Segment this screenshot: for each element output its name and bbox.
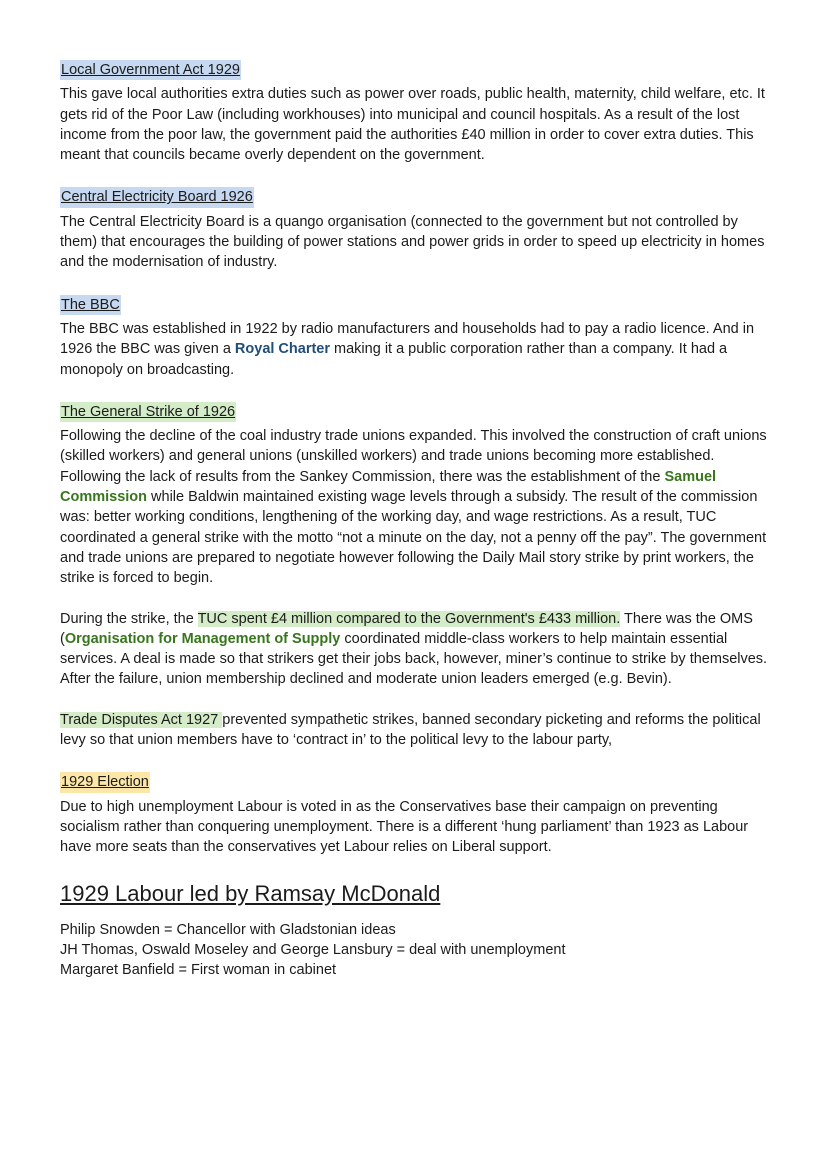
key-term: Royal Charter — [234, 341, 331, 358]
section-body — [60, 710, 772, 751]
section-heading: Central Electricity Board 1926 — [60, 187, 254, 207]
section-general-strike — [60, 402, 772, 750]
body-text: The BBC was established in 1922 by radio manufacturers and households had to pay a radio licence. And in 1926 the BBC was given a — [60, 320, 755, 358]
section-heading: Local Government Act 1929 — [60, 60, 241, 80]
body-text: while Baldwin maintained existing wage levels through a subsidy. The result of the commission was: better working conditions, lengthening of the working day, and wage restrictions. As a result, TUC coordinated a general strike with the motto “not a minute on the day, not a penny off the pay”. The government and trade unions are prepared to negotiate however following the Daily Mail story strike by print workers, the strike is forced to begin. — [60, 489, 767, 587]
list-item: JH Thomas, Oswald Moseley and George Lansbury = deal with unemployment — [60, 941, 566, 958]
section-body — [60, 609, 772, 690]
section-body — [60, 319, 772, 380]
section-1929-election — [60, 772, 772, 857]
body-text: Following the decline of the coal industry trade unions expanded. This involved the construction of craft unions (skilled workers) and general unions (unskilled workers) and trade unions becoming more established. Following the lack of results from the Sankey Commission, there was the establishment of the — [60, 428, 767, 485]
body-text: During the strike, the — [60, 610, 198, 627]
section-body: Due to high unemployment Labour is voted in as the Conservatives base their campaign on preventing socialism rather than conquering unemployment. There is a different ‘hung parliament’ than 1923 as Labour have more seats than the conservatives yet Labour relies on Liberal support. — [60, 798, 749, 856]
section-local-government-act — [60, 60, 772, 165]
section-central-electricity-board — [60, 187, 772, 272]
list-item: Margaret Banfield = First woman in cabinet — [60, 962, 337, 979]
section-heading: The BBC — [60, 295, 121, 315]
highlighted-text: TUC spent £4 million compared to the Government's £433 million. — [197, 610, 621, 627]
section-body: This gave local authorities extra duties such as power over roads, public health, maternity, child welfare, etc. It gets rid of the Poor Law (including workhouses) into municipal and council hospitals. As a result of the lost income from the poor law, the government paid the authorities £40 million in order to cover extra duties. This meant that councils became overly dependent on the government. — [60, 86, 765, 164]
highlighted-text: Trade Disputes Act 1927 — [60, 711, 223, 728]
body-text: prevented sympathetic strikes, banned secondary picketing and reforms the political levy so that union members have to ‘contract in’ to the political levy to the labour party, — [60, 711, 761, 749]
section-body: The Central Electricity Board is a quango organisation (connected to the government but not controlled by them) that encourages the building of power stations and power grids in order to speed up electricity in homes and the modernisation of industry. — [60, 213, 765, 271]
body-text: making it a public corporation rather than a company. It had a monopoly on broadcasting. — [60, 341, 728, 378]
key-term: Organisation for Management of Supply — [64, 630, 341, 647]
body-text: There was the OMS ( — [60, 610, 753, 647]
section-heading: 1929 Election — [60, 772, 150, 792]
body-text: coordinated middle-class workers to help maintain essential services. A deal is made so that strikers get their jobs back, however, miner’s continue to strike by themselves. After the failure, union membership declined and moderate union leaders emerged (e.g. Bevin). — [60, 630, 768, 688]
document-page — [60, 60, 772, 980]
section-bbc — [60, 295, 772, 380]
list-item: Philip Snowden = Chancellor with Gladstonian ideas — [60, 921, 396, 938]
section-body — [60, 426, 772, 588]
key-term: Samuel Commission — [60, 468, 717, 506]
section-heading: The General Strike of 1926 — [60, 402, 236, 422]
page-title: 1929 Labour led by Ramsay McDonald — [60, 880, 441, 906]
labour-list — [60, 920, 772, 981]
